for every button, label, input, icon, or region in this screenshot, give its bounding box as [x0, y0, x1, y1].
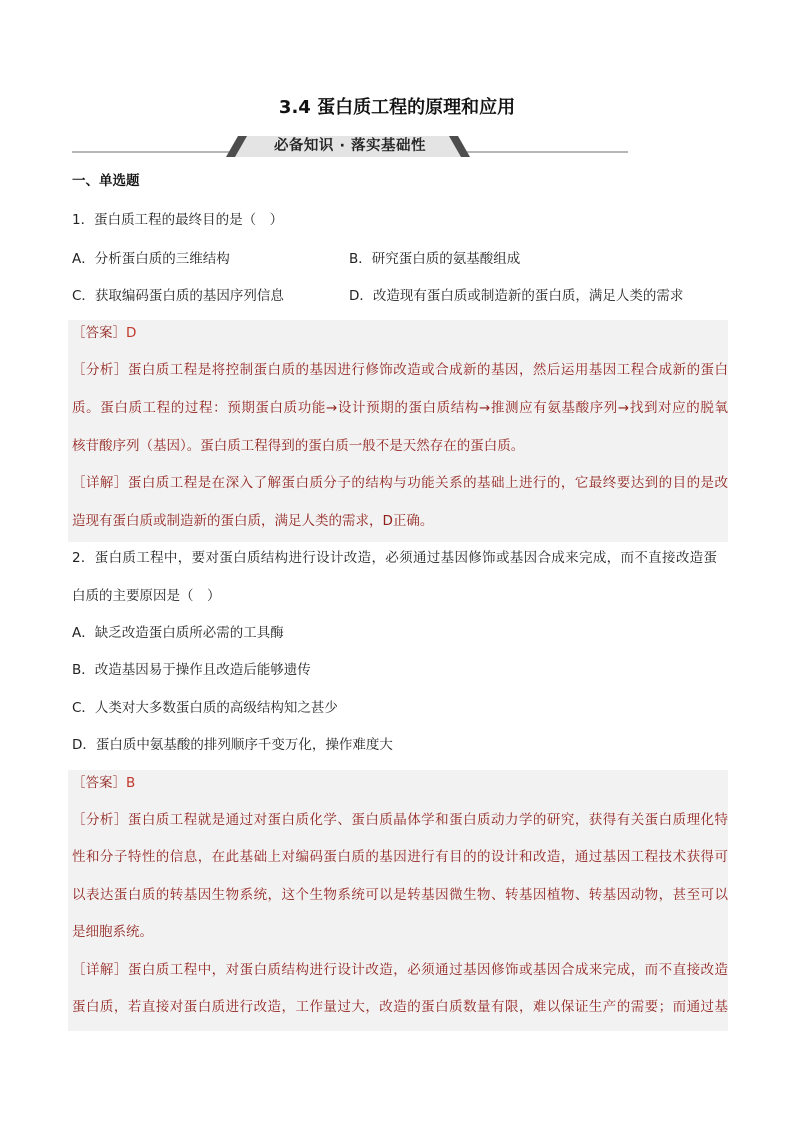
answer-value: D [126, 325, 137, 341]
option-d: D．改造现有蛋白质或制造新的蛋白质，满足人类的需求 [349, 288, 684, 304]
analysis-line: 以表达蛋白质的转基因生物系统，这个生物系统可以是转基因微生物、转基因植物、转基因动物，甚至可以 [72, 887, 728, 903]
answer-line [72, 774, 135, 792]
section-banner-label: 必备知识 · 落实基础性 [273, 138, 427, 154]
option-d: D．蛋白质中氨基酸的排列顺序千变万化，操作难度大 [72, 737, 393, 753]
question-stem-line: 2．蛋白质工程中，要对蛋白质结构进行设计改造，必须通过基因修饰或基因合成来完成，而不直接改造蛋 [72, 550, 717, 566]
question-stem-line: 白质的主要原因是（ ） [72, 588, 221, 604]
detail-line: 造现有蛋白质或制造新的蛋白质，满足人类的需求，D正确。 [72, 513, 434, 529]
option-c: C．人类对大多数蛋白质的高级结构知之甚少 [72, 700, 338, 716]
analysis-line: ［分析］蛋白质工程就是通过对蛋白质化学、蛋白质晶体学和蛋白质动力学的研究，获得有关蛋白质理化特 [72, 812, 728, 828]
detail-line: ［详解］蛋白质工程是在深入了解蛋白质分子的结构与功能关系的基础上进行的，它最终要达到的目的是改 [72, 475, 728, 491]
analysis-line: ［分析］蛋白质工程是将控制蛋白质的基因进行修饰改造或合成新的基因，然后运用基因工程合成新的蛋白 [72, 362, 728, 378]
answer-value: B [126, 775, 136, 791]
analysis-line: 质。蛋白质工程的过程：预期蛋白质功能→设计预期的蛋白质结构→推测应有氨基酸序列→找到对应的脱氧 [72, 400, 728, 416]
page-title: 3.4 蛋白质工程的原理和应用 [278, 97, 516, 118]
analysis-line: 是细胞系统。 [72, 924, 153, 940]
option-b: B．研究蛋白质的氨基酸组成 [349, 251, 521, 267]
analysis-line: 核苷酸序列（基因）。蛋白质工程得到的蛋白质一般不是天然存在的蛋白质。 [72, 438, 525, 454]
answer-label: ［答案］ [72, 325, 126, 341]
option-b: B．改造基因易于操作且改造后能够遗传 [72, 662, 311, 678]
option-a: A．分析蛋白质的三维结构 [72, 251, 230, 267]
detail-line: ［详解］蛋白质工程中，对蛋白质结构进行设计改造，必须通过基因修饰或基因合成来完成，而不直接改造 [72, 962, 728, 978]
question-stem-line: 1．蛋白质工程的最终目的是（ ） [72, 212, 284, 228]
option-a: A．缺乏改造蛋白质所必需的工具酶 [72, 625, 284, 641]
detail-line: 蛋白质，若直接对蛋白质进行改造，工作量过大，改造的蛋白质数量有限，难以保证生产的需要；而通过基 [72, 999, 728, 1015]
section-heading: 一、单选题 [72, 173, 140, 189]
answer-label: ［答案］ [72, 775, 126, 791]
answer-block [68, 320, 728, 542]
answer-line [72, 324, 136, 342]
option-c: C．获取编码蛋白质的基因序列信息 [72, 288, 284, 304]
analysis-line: 性和分子特性的信息，在此基础上对编码蛋白质的基因进行有目的的设计和改造，通过基因工程技术获得可 [72, 849, 728, 865]
